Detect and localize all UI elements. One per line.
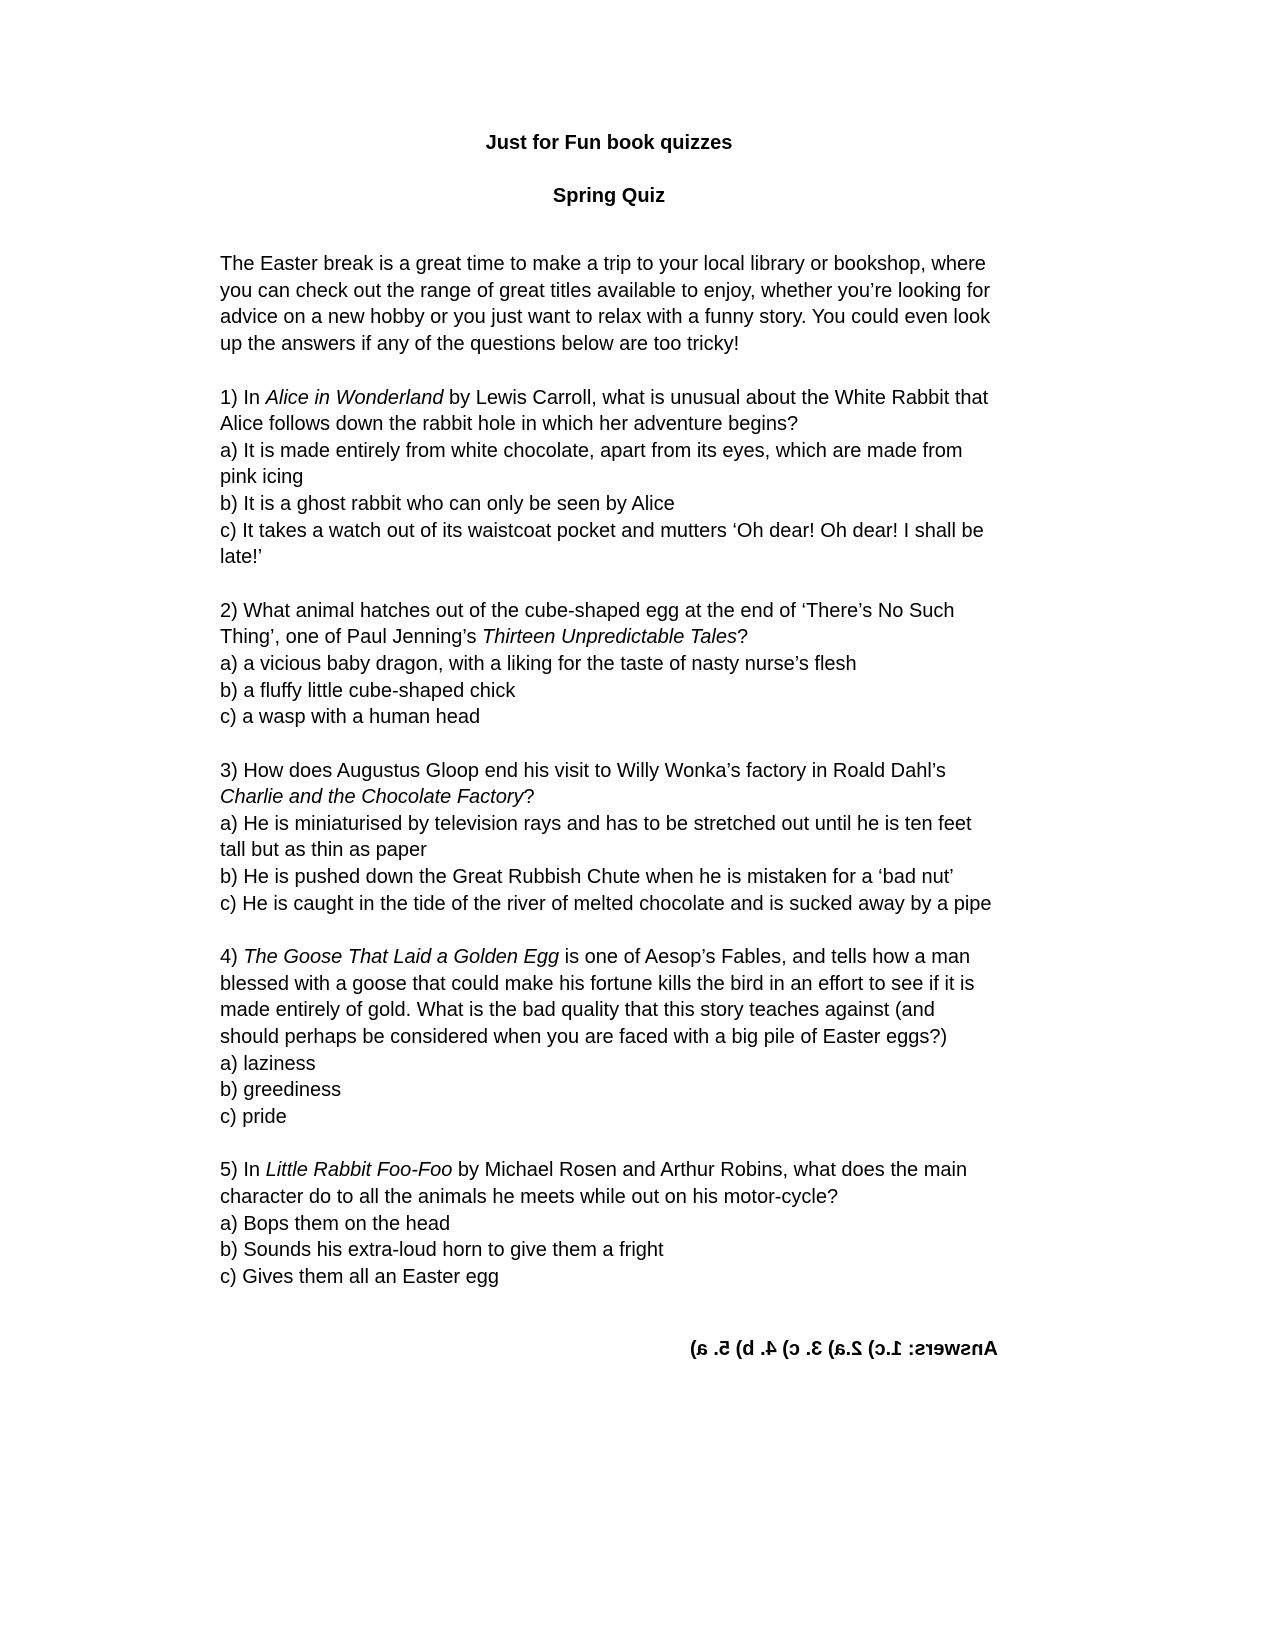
question-5-option-b: b) Sounds his extra-loud horn to give them a fright [220, 1239, 664, 1262]
question-2-option-c: c) a wasp with a human head [220, 706, 481, 729]
question-2-option-a: a) a vicious baby dragon, with a liking for the taste of nasty nurse’s flesh [220, 652, 857, 675]
question-2-text [220, 598, 998, 651]
question-5-text [220, 1157, 998, 1210]
question-3-book-title: Charlie and the Chocolate Factory [220, 786, 524, 809]
question-3-text [220, 758, 998, 811]
question-2-text-part: 2) What animal hatches out of the cube-shaped egg at the end of ‘There’s No Such Thing’, one of Paul Jenning’s [220, 599, 955, 649]
question-4-option-c: c) pride [220, 1105, 287, 1128]
question-4-text-part: is one of Aesop’s Fables, and tells how a man blessed with a goose that could make his fortune kills the bird in an effort to see if it is made entirely of gold. What is the bad quality that this story teaches against (and should perhaps be considered when you are faced with a big pile of Easter eggs?) [220, 946, 975, 1049]
question-4 [220, 944, 998, 1130]
question-3-option-a: a) He is miniaturised by television rays and has to be stretched out until he is ten feet tall but as thin as paper [220, 812, 972, 862]
question-2-book-title: Thirteen Unpredictable Tales [482, 626, 737, 649]
question-4-text [220, 944, 998, 1050]
question-4-text-part: 4) [220, 946, 244, 969]
question-1-text [220, 385, 998, 438]
question-3-option-c: c) He is caught in the tide of the river of melted chocolate and is sucked away by a pipe [220, 892, 992, 915]
answers-mirrored-text: Answers: 1.c) 2.a) 3. c) 4. b) 5. a) [690, 1338, 998, 1361]
question-5 [220, 1157, 998, 1290]
quiz-subtitle: Spring Quiz [552, 184, 666, 207]
question-4-option-b: b) greediness [220, 1079, 342, 1102]
question-3-text-part: 3) How does Augustus Gloop end his visit to Willy Wonka’s factory in Roald Dahl’s [220, 759, 946, 782]
question-2 [220, 598, 998, 731]
question-1 [220, 385, 998, 571]
question-2-option-b: b) a fluffy little cube-shaped chick [220, 679, 516, 702]
question-1-option-c: c) It takes a watch out of its waistcoat pocket and mutters ‘Oh dear! Oh dear! I shall be late!’ [220, 519, 984, 569]
question-2-text-part: ? [737, 626, 749, 649]
question-3-text-part: ? [523, 786, 535, 809]
question-3-option-b: b) He is pushed down the Great Rubbish Chute when he is mistaken for a ‘bad nut’ [220, 866, 954, 889]
question-1-book-title: Alice in Wonderland [265, 386, 444, 409]
question-5-option-c: c) Gives them all an Easter egg [220, 1265, 500, 1288]
answers-row [220, 1336, 998, 1363]
question-1-text-part: 1) In [220, 386, 266, 409]
question-5-book-title: Little Rabbit Foo-Foo [265, 1159, 453, 1182]
question-1-text-part: by Lewis Carroll, what is unusual about the White Rabbit that Alice follows down the rabbit hole in which her adventure begins? [220, 386, 989, 436]
intro-paragraph: The Easter break is a great time to make a trip to your local library or bookshop, where you can check out the range of great titles available to enjoy, whether you’re looking for advice on a new hobby or you just want to relax with a funny story. You could even look up the answers if any of the questions below are too tricky! [220, 253, 991, 355]
question-1-option-a: a) It is made entirely from white chocolate, apart from its eyes, which are made from pink icing [220, 439, 963, 489]
question-5-option-a: a) Bops them on the head [220, 1212, 451, 1235]
question-1-option-b: b) It is a ghost rabbit who can only be seen by Alice [220, 492, 675, 515]
question-5-text-part: by Michael Rosen and Arthur Robins, what does the main character do to all the animals he meets while out on his motor-cycle? [220, 1159, 968, 1208]
page-title: Just for Fun book quizzes [485, 132, 733, 154]
question-4-option-a: a) laziness [220, 1052, 316, 1075]
question-3 [220, 758, 998, 918]
question-4-book-title: The Goose That Laid a Golden Egg [243, 946, 560, 969]
quiz-page [220, 130, 998, 1363]
question-5-text-part: 5) In [220, 1159, 266, 1182]
